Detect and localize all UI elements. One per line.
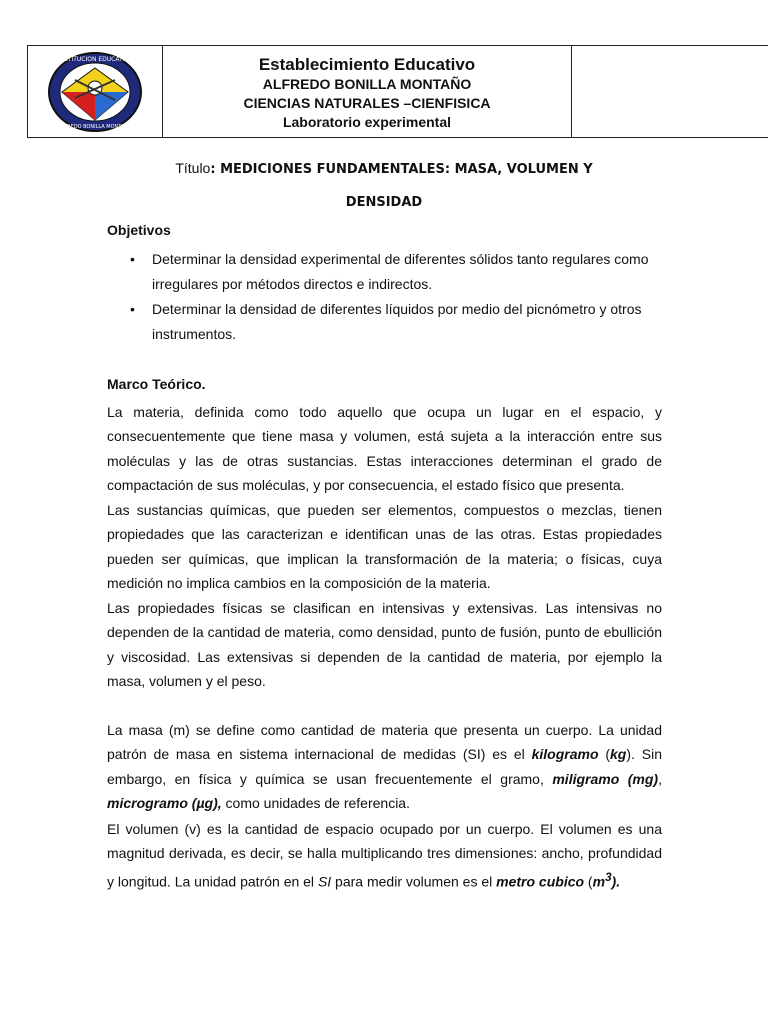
theory-paragraph-2: Las sustancias químicas, que pueden ser elementos, compuestos o mezclas, tienen propiedades que las caracterizan e identifican unas de las otras. Estas propiedades pueden ser químicas, que implican la transformación de la materia; o físicas, cuya medición no implica cambios en la composición de la materia. bbox=[107, 502, 662, 592]
header-empty-cell bbox=[572, 46, 768, 137]
logo-bottom-text: ALFREDO BONILLA MONTAÑO bbox=[57, 123, 133, 130]
cubic-exponent: 3 bbox=[605, 870, 612, 884]
mass-text-2: ( bbox=[598, 746, 611, 763]
volume-text-1: El volumen (v) es la cantidad de espacio ocupado por un cuerpo. El volumen es una magnitud derivada, es decir, se halla multiplicando tres dimensiones: ancho, profundidad y longitud. La unidad patrón en el bbox=[107, 821, 662, 890]
volume-text-3: ( bbox=[584, 873, 593, 890]
cubic-meter-symbol: m bbox=[592, 873, 606, 890]
bullet-icon: • bbox=[130, 251, 135, 267]
kilogram-symbol: kg bbox=[610, 746, 627, 763]
title-prefix: Título bbox=[175, 160, 211, 176]
mass-paragraph bbox=[107, 718, 662, 816]
institution-cell bbox=[163, 46, 572, 137]
header-table bbox=[27, 45, 768, 138]
mass-text-4: , bbox=[658, 770, 662, 787]
si-term: SI bbox=[317, 873, 332, 890]
school-crest-logo bbox=[45, 50, 145, 134]
subject-name: CIENCIAS NATURALES –CIENFISICA bbox=[243, 95, 491, 111]
objective-text: Determinar la densidad de diferentes líquidos por medio del picnómetro y otros instrumentos. bbox=[152, 301, 642, 342]
objective-item bbox=[107, 247, 667, 297]
theory-paragraph-1: La materia, definida como todo aquello que ocupa un lugar en el espacio, y consecuentemente que tiene masa y volumen, está sujeta a la interacción entre sus moléculas y las de otras sustancias. Estas interacciones determinan el grado de compactación de sus moléculas, y por consecuencia, el estado físico que presenta. bbox=[107, 404, 662, 494]
bullet-icon: • bbox=[130, 301, 135, 317]
logo-cell bbox=[28, 46, 163, 137]
mass-text-5: como unidades de referencia. bbox=[221, 795, 410, 812]
document-title-line-1 bbox=[100, 158, 668, 180]
microgram-term: microgramo (µg), bbox=[107, 795, 222, 812]
objectives-list bbox=[107, 247, 667, 347]
objective-item bbox=[107, 297, 667, 347]
kilogram-term: kilogramo bbox=[531, 746, 599, 763]
theory-heading: Marco Teórico. bbox=[107, 376, 206, 392]
mass-text-3: ). Sin embargo, en física y química se usan frecuentemente el gramo, bbox=[107, 746, 662, 787]
document-title-line-2 bbox=[100, 191, 668, 213]
title-line-1: : MEDICIONES FUNDAMENTALES: MASA, VOLUMEN Y bbox=[210, 162, 593, 177]
objectives-heading: Objetivos bbox=[107, 222, 171, 238]
theory-paragraph-3: Las propiedades físicas se clasifican en intensivas y extensivas. Las intensivas no dependen de la cantidad de materia, como densidad, punto de fusión, punto de ebullición y viscosidad. Las extensivas si dependen de la cantidad de materia, por ejemplo la masa, volumen y el peso. bbox=[107, 600, 662, 690]
institution-title: Establecimiento Educativo bbox=[258, 55, 476, 74]
volume-text-2: para medir volumen es el bbox=[331, 873, 497, 890]
school-name: ALFREDO BONILLA MONTAÑO bbox=[262, 76, 472, 92]
objective-text: Determinar la densidad experimental de diferentes sólidos tanto regulares como irregulares por métodos directos e indirectos. bbox=[152, 251, 649, 292]
logo-top-text: INSTITUCION EDUCATIVA bbox=[57, 55, 133, 63]
mass-text-1: La masa (m) se define como cantidad de materia que presenta un cuerpo. La unidad patrón de masa en sistema internacional de medidas (SI) es el bbox=[107, 722, 662, 763]
cubic-meter-term: metro cubico bbox=[496, 873, 585, 890]
lab-name: Laboratorio experimental bbox=[282, 114, 452, 130]
volume-text-4: ). bbox=[611, 873, 621, 890]
volume-paragraph bbox=[107, 817, 662, 894]
milligram-term: miligramo (mg) bbox=[552, 770, 659, 787]
title-line-2: DENSIDAD bbox=[345, 195, 423, 210]
